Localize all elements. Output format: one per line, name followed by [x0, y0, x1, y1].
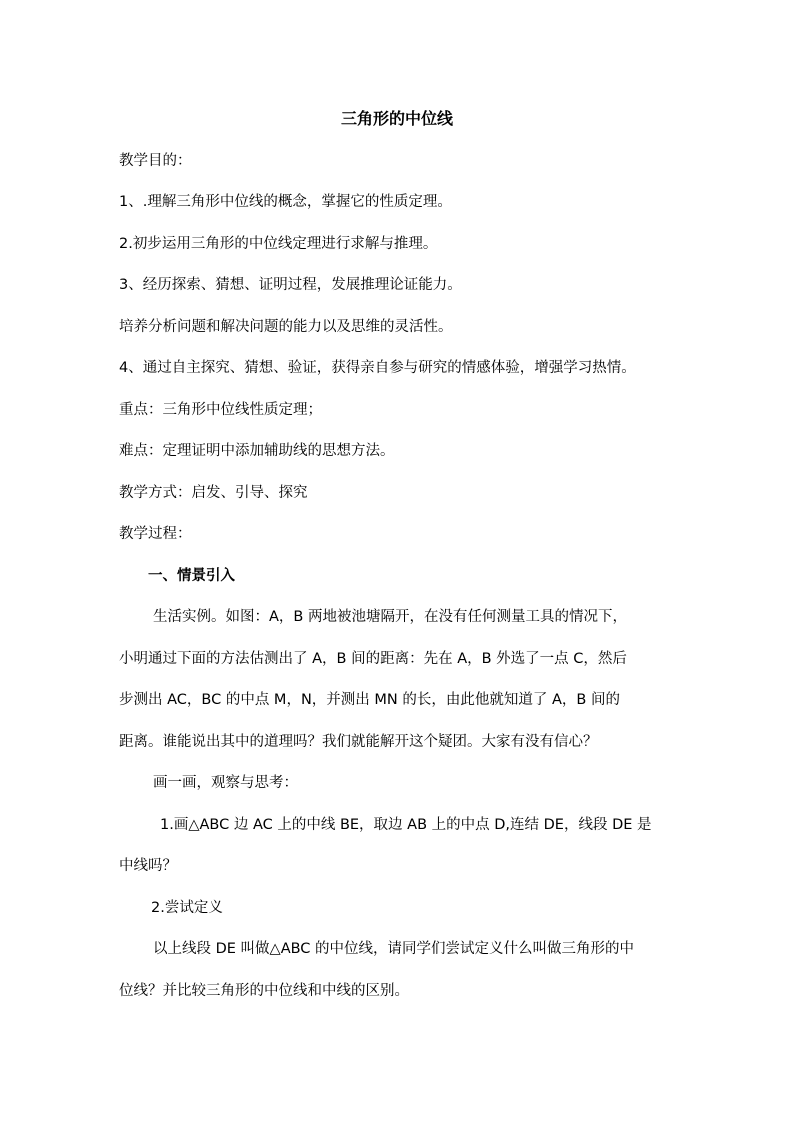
- activity-item-1-continued: 中线吗？: [119, 858, 177, 874]
- document-title: 三角形的中位线: [340, 109, 453, 128]
- objective-item-2: 2.初步运用三角形的中位线定理进行求解与推理。: [119, 236, 438, 252]
- section-label-process: 教学过程：: [119, 526, 192, 542]
- activity-item-1: 1.画△ABC 边 AC 上的中线 BE，取边 AB 上的中点 D,连结 DE，线段 DE 是: [160, 817, 652, 833]
- objective-item-3: 3、经历探索、猜想、证明过程，发展推理论证能力。: [119, 277, 462, 293]
- paragraph-line: 小明通过下面的方法估测出了 A，B 间的距离：先在 A，B 外选了一点 C，然后: [119, 651, 627, 667]
- objective-item-1: 1、.理解三角形中位线的概念，掌握它的性质定理。: [119, 194, 452, 210]
- paragraph-line: 生活实例。如图：A，B 两地被池塘隔开，在没有任何测量工具的情况下，: [153, 609, 627, 625]
- objective-item-4: 4、通过自主探究、猜想、验证，获得亲自参与研究的情感体验，增强学习热情。: [119, 360, 636, 376]
- difficult-point: 难点：定理证明中添加辅助线的思想方法。: [119, 443, 395, 459]
- activity-item-2: 2.尝试定义: [151, 900, 223, 916]
- paragraph-line: 步测出 AC，BC 的中点 M，N，并测出 MN 的长，由此他就知道了 A，B 间的: [119, 692, 620, 708]
- activity-heading: 画一画，观察与思考：: [153, 775, 298, 791]
- paragraph-line: 距离。谁能说出其中的道理吗？我们就能解开这个疑团。大家有没有信心？: [119, 734, 598, 750]
- objective-item-3-continued: 培养分析问题和解决问题的能力以及思维的灵活性。: [119, 319, 453, 335]
- section-heading-introduction: 一、情景引入: [148, 568, 235, 584]
- paragraph-line: 位线？并比较三角形的中位线和中线的区别。: [119, 983, 409, 999]
- section-label-objectives: 教学目的：: [119, 153, 192, 169]
- paragraph-line: 以上线段 DE 叫做△ABC 的中位线，请同学们尝试定义什么叫做三角形的中: [153, 941, 635, 957]
- teaching-method: 教学方式：启发、引导、探究: [119, 485, 308, 501]
- key-point: 重点：三角形中位线性质定理；: [119, 402, 322, 418]
